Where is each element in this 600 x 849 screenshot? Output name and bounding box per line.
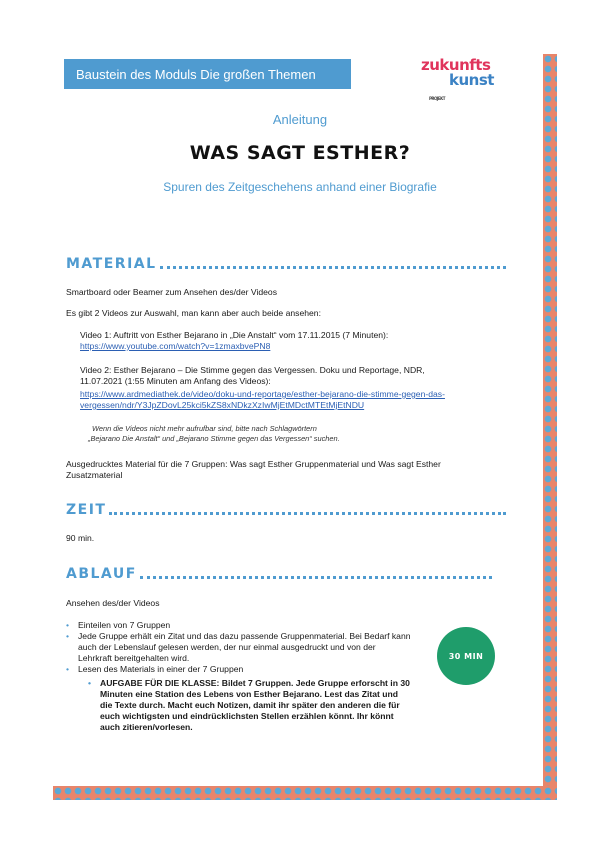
material-p3-line1: Ausgedrucktes Material für die 7 Gruppen: Was sagt Esther Gruppenmaterial und Was sagt Esther: [66, 459, 441, 469]
dotted-border-right: [543, 54, 557, 799]
ablauf-intro: Ansehen des/der Videos: [66, 598, 160, 608]
logo-text-kunst: kunst: [449, 71, 494, 89]
material-p3-line2: Zusatzmaterial: [66, 470, 123, 480]
section-zeit-label: ZEIT: [66, 502, 107, 518]
task-item: • AUFGABE FÜR DIE KLASSE: Bildet 7 Gruppen. Jede Gruppe erforscht in 30 Minuten eine Station des Lebens von Esther Bejarano. Lest das Zitat und die Texte durch. Macht euch Notizen, damit ihr später den anderen die für euch wichtigsten und eindrücklichsten Stellen erzählen könnt. Ihr könnt auch zitieren/vorlesen.: [88, 678, 411, 733]
heading-dots: [140, 576, 492, 579]
list-item: • Einteilen von 7 Gruppen: [66, 620, 411, 631]
section-material-label: MATERIAL: [66, 256, 157, 272]
heading-dots: [160, 266, 506, 269]
note-line1: Wenn die Videos nicht mehr aufrufbar sind, bitte nach Schlagwörtern: [92, 424, 317, 433]
dotted-border-bottom: [53, 786, 557, 800]
logo-sub: PROJEKT: [429, 96, 445, 101]
list-item: • Jede Gruppe erhält ein Zitat und das dazu passende Gruppenmaterial. Bei Bedarf kann auch der Lebenslauf gelesen werden, der nur einmal ausgedruckt und von der Lehrkraft bereitgehalten wird.: [66, 631, 411, 664]
zeit-value: 90 min.: [66, 533, 95, 543]
module-label: Baustein des Moduls Die großen Themen: [76, 66, 316, 82]
module-banner: [64, 59, 351, 89]
logo-text-top: zukunfts: [421, 56, 491, 74]
logo-text-bottom: [421, 71, 511, 101]
video2-line2: 11.07.2021 (1:55 Minuten am Anfang des Videos):: [80, 376, 271, 386]
page-subtitle: Spuren des Zeitgeschehens anhand einer Biografie: [163, 180, 437, 194]
section-ablauf-label: ABLAUF: [66, 566, 137, 582]
material-p1: Smartboard oder Beamer zum Ansehen des/der Videos: [66, 287, 277, 297]
video2-link-line2[interactable]: vergessen/ndr/Y3JpZDovL25kci5kZS8xNDkzXzIwMjEtMDctMTEtMjEtNDU: [80, 400, 365, 410]
kicker: Anleitung: [272, 112, 328, 127]
material-p2: Es gibt 2 Videos zur Auswahl, man kann aber auch beide ansehen:: [66, 308, 321, 318]
video2-line1: Video 2: Esther Bejarano – Die Stimme gegen das Vergessen. Doku und Reportage, NDR,: [80, 365, 425, 375]
section-zeit-heading: [66, 502, 506, 518]
video1-text: Video 1: Auftritt von Esther Bejarano in „Die Anstalt“ vom 17.11.2015 (7 Minuten):: [80, 330, 389, 340]
list-item: • Lesen des Materials in einer der 7 Gruppen: [66, 664, 411, 675]
video1-link[interactable]: https://www.youtube.com/watch?v=1zmaxbvePN8: [80, 341, 271, 351]
ablauf-list: [66, 620, 411, 733]
heading-dots: [109, 512, 506, 515]
note-line2: „Bejarano Die Anstalt“ und „Bejarano Stimme gegen das Vergessen“ suchen.: [88, 434, 340, 443]
video2-link-line1[interactable]: https://www.ardmediathek.de/video/doku-und-reportage/esther-bejarano-die-stimme-gegen-das-: [80, 389, 445, 399]
duration-badge: 30 MIN: [437, 627, 495, 685]
zukunftskunst-logo: [421, 56, 511, 101]
page-title: WAS SAGT ESTHER?: [189, 142, 411, 164]
section-material-heading: [66, 256, 506, 272]
section-ablauf-heading: [66, 566, 492, 582]
